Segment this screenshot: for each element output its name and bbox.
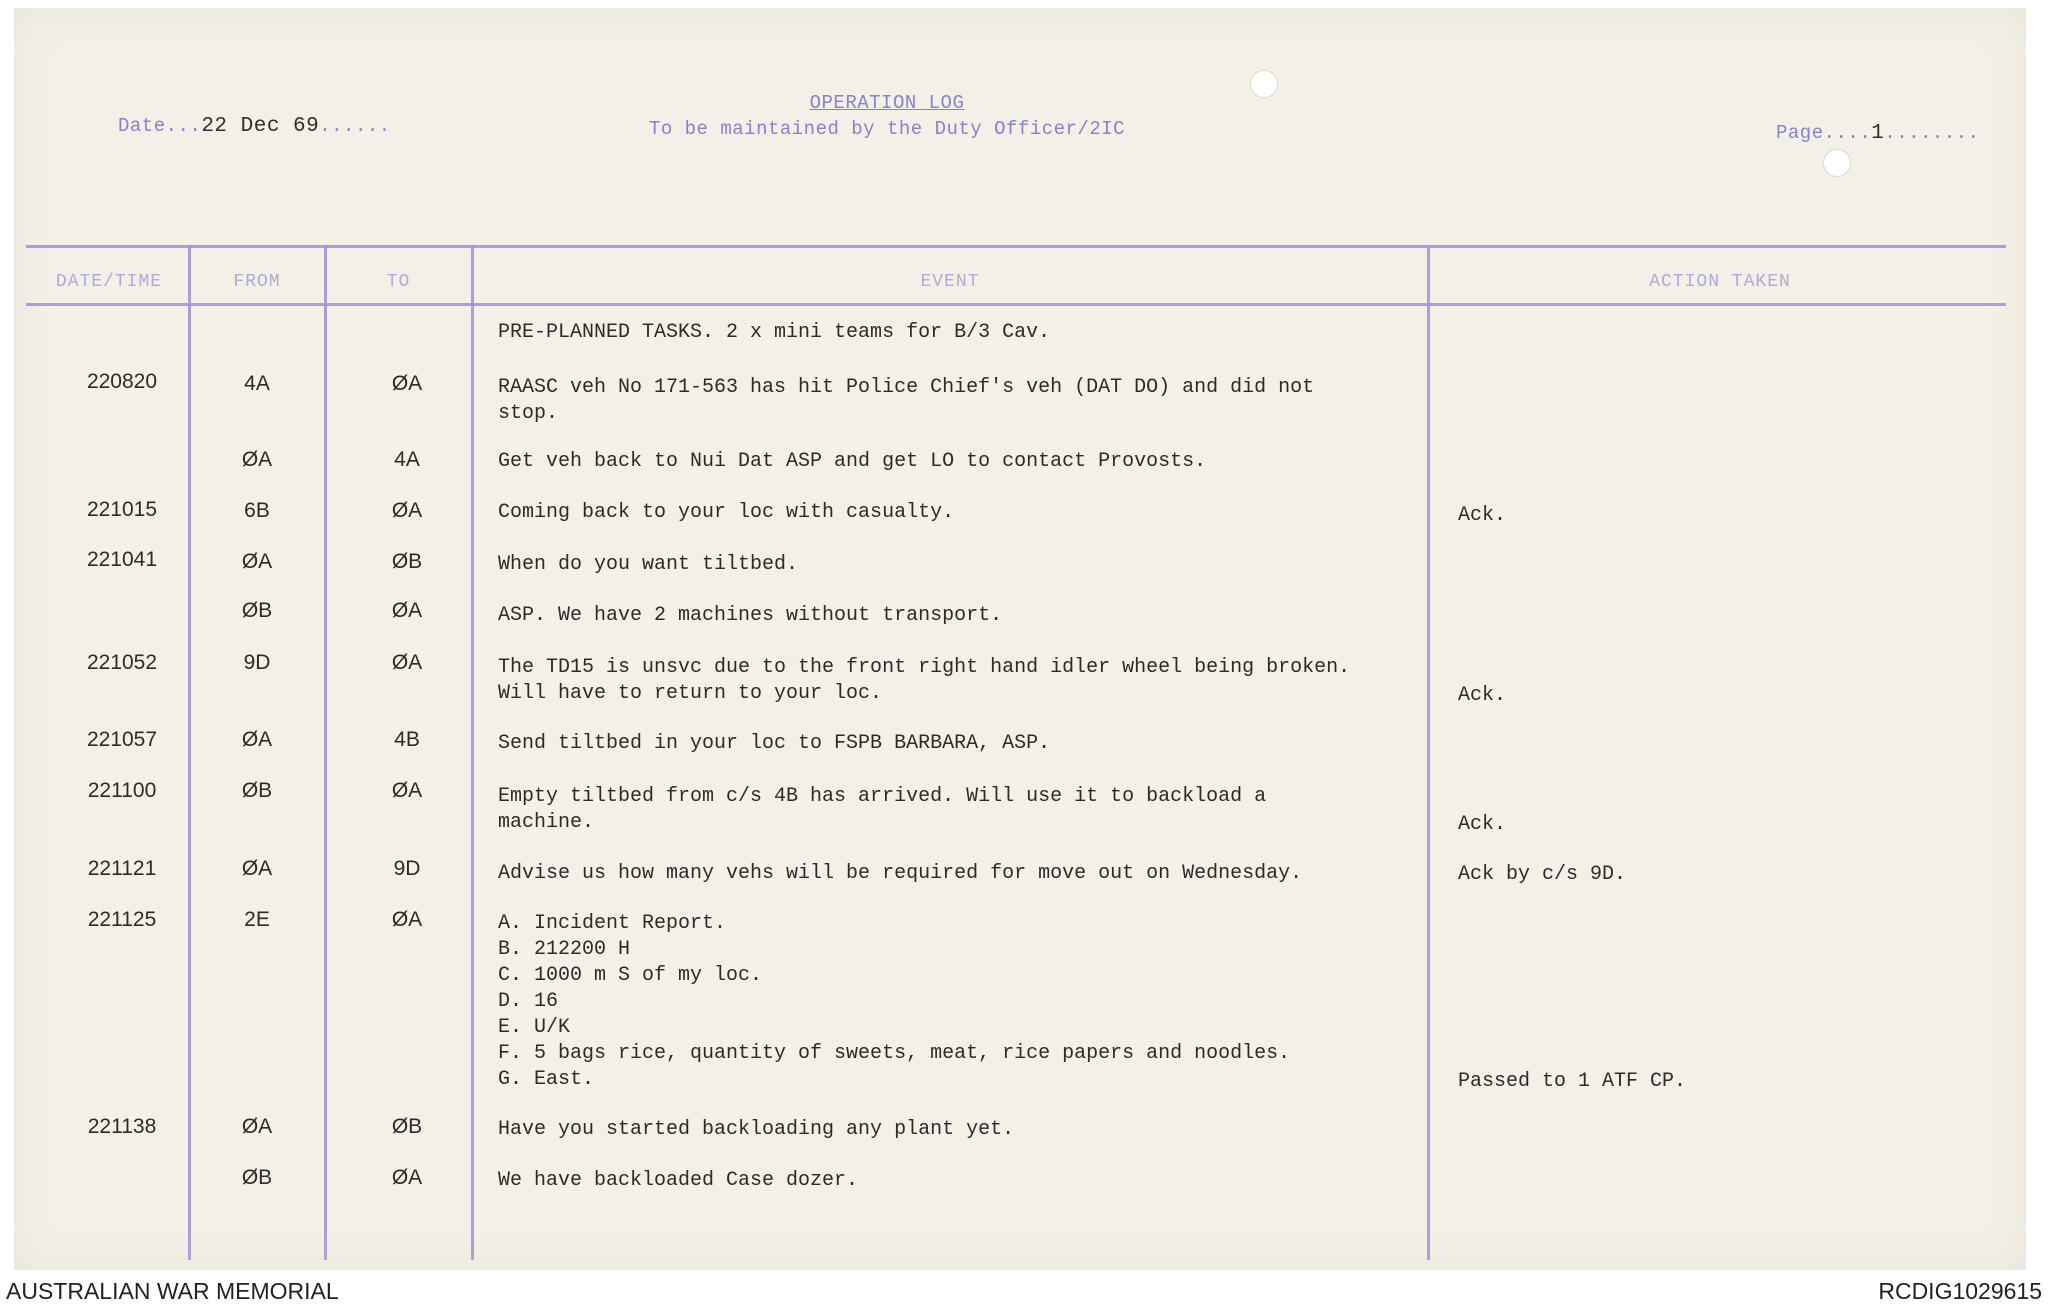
row-event: The TD15 is unsvc due to the front right hand idler wheel being broken. Will have to return to your loc. bbox=[498, 656, 1351, 705]
page-field bbox=[1776, 122, 1980, 145]
row-from: ØB bbox=[241, 599, 273, 622]
column-divider bbox=[1427, 248, 1430, 1260]
row-event: Empty tiltbed from c/s 4B has arrived. Will use it to backload a machine. bbox=[498, 785, 1267, 834]
row-event: Coming back to your loc with casualty. bbox=[498, 501, 955, 524]
row-to: 4A bbox=[394, 448, 420, 471]
subtitle: To be maintained by the Duty Officer/2IC bbox=[648, 118, 1126, 140]
header-bottom-rule bbox=[26, 303, 2006, 306]
row-time: 220820 bbox=[86, 370, 158, 393]
row-from: ØA bbox=[241, 550, 273, 573]
row-to: ØA bbox=[391, 1166, 423, 1189]
row-event: Send tiltbed in your loc to FSPB BARBARA, ASP. bbox=[498, 732, 1051, 755]
row-event: Have you started backloading any plant yet. bbox=[498, 1118, 1015, 1141]
col-action: ACTION TAKEN bbox=[1649, 272, 1791, 292]
row-to: 4B bbox=[394, 728, 420, 751]
row-time: 221057 bbox=[86, 728, 158, 751]
table-top-rule bbox=[26, 245, 2006, 248]
footer-source: AUSTRALIAN WAR MEMORIAL bbox=[6, 1278, 339, 1304]
row-action: Ack. bbox=[1458, 504, 1507, 527]
column-divider bbox=[324, 245, 327, 1260]
date-value: 22 Dec 69 bbox=[201, 115, 320, 138]
row-action: Ack. bbox=[1458, 684, 1507, 707]
row-from: 9D bbox=[243, 651, 271, 674]
row-event: We have backloaded Case dozer. bbox=[498, 1169, 859, 1192]
row-time: 221041 bbox=[86, 548, 158, 571]
row-to: ØB bbox=[391, 1115, 423, 1138]
row-event: Advise us how many vehs will be required for move out on Wednesday. bbox=[498, 862, 1303, 885]
row-from: ØB bbox=[241, 779, 273, 802]
row-to: ØA bbox=[391, 651, 423, 674]
row-event: When do you want tiltbed. bbox=[498, 553, 799, 576]
row-action: Passed to 1 ATF CP. bbox=[1458, 1070, 1687, 1093]
row-time: 221100 bbox=[87, 779, 157, 802]
date-trail: ...... bbox=[319, 115, 391, 137]
row-from: ØB bbox=[241, 1166, 273, 1189]
row-event: Get veh back to Nui Dat ASP and get LO to contact Provosts. bbox=[498, 450, 1207, 473]
row-time: 221015 bbox=[86, 498, 158, 521]
col-event: EVENT bbox=[920, 272, 980, 292]
row-event: RAASC veh No 171-563 has hit Police Chief's veh (DAT DO) and did not stop. bbox=[498, 376, 1315, 425]
row-from: ØA bbox=[241, 448, 273, 471]
log-title bbox=[0, 92, 2048, 140]
row-event: PRE-PLANNED TASKS. 2 x mini teams for B/3 Cav. bbox=[498, 321, 1051, 344]
row-from: ØA bbox=[241, 728, 273, 751]
row-to: ØB bbox=[391, 550, 423, 573]
row-to: ØA bbox=[391, 779, 423, 802]
row-from: ØA bbox=[241, 857, 273, 880]
row-action: Ack by c/s 9D. bbox=[1458, 863, 1627, 886]
title: OPERATION LOG bbox=[809, 92, 965, 114]
row-time: 221052 bbox=[86, 651, 158, 674]
page-value: 1 bbox=[1871, 122, 1885, 145]
page-label: Page.... bbox=[1776, 122, 1872, 144]
col-datetime: DATE/TIME bbox=[55, 272, 163, 292]
col-to: TO bbox=[386, 272, 411, 292]
row-time: 221121 bbox=[87, 857, 157, 880]
date-label: Date... bbox=[118, 115, 202, 137]
row-time: 221125 bbox=[87, 908, 157, 931]
row-action: Ack. bbox=[1458, 813, 1507, 836]
row-from: ØA bbox=[241, 1115, 273, 1138]
row-from: 2E bbox=[244, 908, 270, 931]
row-to: ØA bbox=[391, 908, 423, 931]
row-from: 4A bbox=[244, 372, 270, 395]
row-time: 221138 bbox=[87, 1115, 157, 1138]
row-event: ASP. We have 2 machines without transport. bbox=[498, 604, 1003, 627]
footer-id: RCDIG1029615 bbox=[1878, 1278, 2042, 1304]
row-to: 9D bbox=[393, 857, 421, 880]
row-to: ØA bbox=[391, 499, 423, 522]
page-trail: ........ bbox=[1884, 122, 1980, 144]
row-from: 6B bbox=[244, 499, 270, 522]
punch-hole bbox=[1823, 149, 1851, 177]
row-to: ØA bbox=[391, 372, 423, 395]
row-event: A. Incident Report. B. 212200 H C. 1000 m S of my loc. D. 16 E. U/K F. 5 bags rice, quantity of sweets, meat, rice papers and noodles. G. East. bbox=[498, 912, 1291, 1091]
row-to: ØA bbox=[391, 599, 423, 622]
col-from: FROM bbox=[233, 272, 281, 292]
